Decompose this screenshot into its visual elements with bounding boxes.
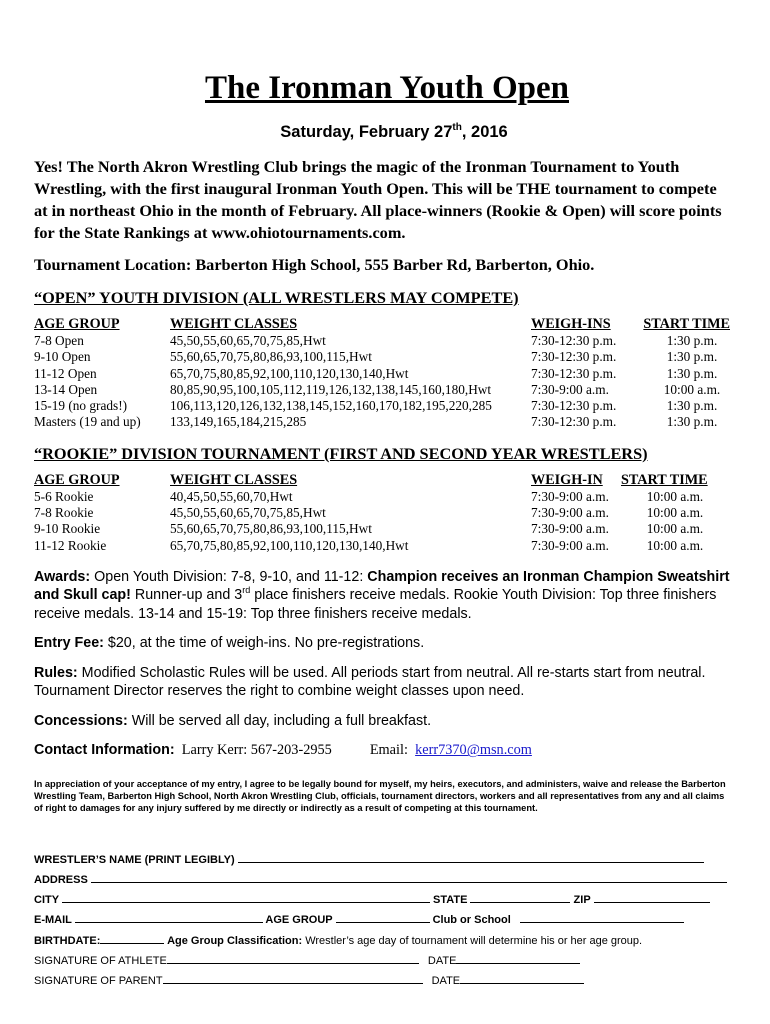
- start-time-cell: 1:30 p.m.: [666, 398, 718, 414]
- age-group-cell: 7-8 Open: [34, 333, 84, 348]
- weigh-in-cell: 7:30-12:30 p.m.: [531, 333, 617, 348]
- weight-classes-cell: 80,85,90,95,100,105,112,119,126,132,138,145,160,180,Hwt: [170, 381, 492, 397]
- contact-email-link[interactable]: kerr7370@msn.com: [415, 742, 532, 759]
- table-row: [34, 505, 717, 521]
- weight-classes-cell: 40,45,50,55,60,70,Hwt: [170, 488, 293, 504]
- awards-label: Awards:: [34, 568, 91, 585]
- age-class-label: Age Group Classification:: [167, 935, 303, 947]
- col-weight-classes: WEIGHT CLASSES: [170, 471, 298, 488]
- birthdate-field[interactable]: [100, 932, 164, 944]
- weight-classes-cell: 106,113,120,126,132,138,145,152,160,170,182,195,220,285: [170, 398, 492, 414]
- start-time-cell: 10:00 a.m.: [646, 521, 704, 537]
- city-label: CITY: [34, 894, 59, 906]
- state-label: STATE: [432, 894, 468, 906]
- table-header-row: [34, 316, 730, 333]
- table-row: [34, 489, 717, 505]
- weigh-in-cell: 7:30-9:00 a.m.: [531, 505, 609, 521]
- open-division-heading: “OPEN” YOUTH DIVISION (ALL WRESTLERS MAY COMPETE): [34, 288, 519, 307]
- parent-date-label: DATE: [431, 975, 461, 987]
- rookie-division-table: [34, 472, 717, 554]
- email-label: E-MAIL: [34, 914, 72, 926]
- weight-classes-cell: 133,149,165,184,215,285: [170, 414, 307, 430]
- age-group-cell: 11-12 Rookie: [34, 537, 107, 553]
- athlete-signature-row: [34, 952, 580, 968]
- contact-name-phone: Larry Kerr: 567-203-2955: [181, 742, 332, 759]
- athlete-date-field[interactable]: [456, 952, 580, 964]
- event-date-ordinal: th: [452, 122, 462, 133]
- weight-classes-cell: 55,60,65,70,75,80,86,93,100,115,Hwt: [170, 521, 372, 537]
- table-row: [34, 538, 717, 554]
- age-group-label: AGE GROUP: [265, 914, 333, 926]
- rules-paragraph: [34, 664, 734, 701]
- table-row: [34, 521, 717, 537]
- zip-label: ZIP: [573, 894, 591, 906]
- parent-signature-label: SIGNATURE OF PARENT: [34, 975, 163, 987]
- table-row: [34, 414, 730, 430]
- table-row: [34, 333, 730, 349]
- athlete-signature-field[interactable]: [167, 952, 419, 964]
- page-title: The Ironman Youth Open: [204, 70, 569, 106]
- athlete-signature-label: SIGNATURE OF ATHLETE: [34, 955, 167, 967]
- col-start-time: START TIME: [621, 471, 708, 488]
- col-weigh-ins: WEIGH-INS: [531, 316, 611, 332]
- col-weight-classes: WEIGHT CLASSES: [170, 316, 298, 332]
- rules-label: Rules:: [34, 664, 78, 681]
- email-field[interactable]: [75, 911, 263, 923]
- start-time-cell: 10:00 a.m.: [663, 381, 721, 397]
- event-date-year: , 2016: [461, 123, 508, 141]
- state-field[interactable]: [470, 891, 570, 903]
- contact-email-label: Email:: [369, 742, 408, 759]
- awards-text-1: Open Youth Division: 7-8, 9-10, and 11-12:: [90, 568, 368, 585]
- age-group-cell: Masters (19 and up): [34, 414, 141, 430]
- wrestler-name-row: [34, 851, 704, 867]
- weigh-in-cell: 7:30-12:30 p.m.: [531, 398, 617, 414]
- address-row: [34, 871, 727, 887]
- age-group-cell: 9-10 Rookie: [34, 521, 101, 537]
- col-age-group: AGE GROUP: [34, 471, 120, 488]
- entry-fee-paragraph: [34, 634, 734, 653]
- age-group-field[interactable]: [336, 911, 430, 923]
- start-time-cell: 1:30 p.m.: [666, 333, 718, 348]
- col-weigh-in: WEIGH-IN: [531, 471, 603, 488]
- awards-champion-prize: Champion receives an Ironman Champion Sweatshirt and Skull cap!: [34, 568, 730, 604]
- weight-classes-cell: 55,60,65,70,75,80,86,93,100,115,Hwt: [170, 349, 372, 365]
- liability-waiver: In appreciation of your acceptance of my entry, I agree to be legally bound for myself, my heirs, executors, and administers, waive and release the Barberton Wrestling Team, Barberton High School, North Akron Wrestling Club, officials, tournament directors, workers and all representatives from any and all claims of right to damages for any injury suffered by me directly or indirectly as a result of competing at this tournament.: [34, 778, 726, 814]
- event-date: [34, 122, 734, 142]
- concessions-paragraph: [34, 712, 734, 731]
- weigh-in-cell: 7:30-9:00 a.m.: [531, 488, 609, 504]
- birthdate-label: BIRTHDATE:: [34, 935, 101, 947]
- weigh-in-cell: 7:30-9:00 a.m.: [531, 521, 609, 537]
- table-header-row: [34, 472, 717, 489]
- start-time-cell: 10:00 a.m.: [646, 537, 704, 553]
- contact-paragraph: [34, 741, 734, 760]
- age-group-cell: 15-19 (no grads!): [34, 398, 128, 414]
- weigh-in-cell: 7:30-9:00 a.m.: [531, 537, 609, 553]
- wrestler-name-field[interactable]: [238, 851, 704, 863]
- birthdate-row: [34, 932, 642, 948]
- weight-classes-cell: 45,50,55,60,65,70,75,85,Hwt: [170, 505, 326, 521]
- age-group-cell: 11-12 Open: [34, 365, 97, 381]
- zip-field[interactable]: [594, 891, 710, 903]
- start-time-cell: 1:30 p.m.: [666, 414, 718, 430]
- weigh-in-cell: 7:30-12:30 p.m.: [531, 349, 617, 365]
- rookie-division-heading: “ROOKIE” DIVISION TOURNAMENT (FIRST AND SECOND YEAR WRESTLERS): [34, 443, 648, 463]
- start-time-cell: 10:00 a.m.: [646, 488, 704, 504]
- table-row: [34, 382, 730, 398]
- awards-text-2: Runner-up and 3: [130, 587, 243, 604]
- event-date-main: Saturday, February 27: [280, 123, 453, 141]
- entry-fee-text: $20, at the time of weigh-ins. No pre-registrations.: [103, 635, 425, 652]
- weight-classes-cell: 45,50,55,60,65,70,75,85,Hwt: [170, 333, 326, 348]
- email-age-club-row: [34, 911, 684, 927]
- club-field[interactable]: [520, 911, 684, 923]
- address-field[interactable]: [91, 871, 727, 883]
- col-age-group: AGE GROUP: [34, 316, 120, 332]
- start-time-cell: 1:30 p.m.: [666, 365, 718, 381]
- age-group-cell: 13-14 Open: [34, 381, 98, 397]
- age-group-cell: 5-6 Rookie: [34, 488, 94, 504]
- age-group-cell: 9-10 Open: [34, 349, 91, 365]
- city-field[interactable]: [62, 891, 430, 903]
- age-class-text: Wrestler’s age day of tournament will determine his or her age group.: [302, 935, 643, 947]
- intro-paragraph: Yes! The North Akron Wrestling Club brings the magic of the Ironman Tournament to Youth Wrestling, with the first inaugural Ironman Youth Open. This will be THE tournament to compete at in northeast Ohio in the month of February. All place-winners (Rookie & Open) will score points for the State Rankings at www.ohiotournaments.com.: [34, 157, 722, 242]
- start-time-cell: 10:00 a.m.: [646, 505, 704, 521]
- address-label: ADDRESS: [34, 874, 88, 886]
- weight-classes-cell: 65,70,75,80,85,92,100,110,120,130,140,Hwt: [170, 537, 409, 553]
- rules-text: Modified Scholastic Rules will be used. All periods start from neutral. All re-starts start from neutral. Tournament Director reserves the right to combine weight classes upon need.: [34, 664, 706, 700]
- awards-paragraph: [34, 568, 734, 624]
- awards-text-3: place finishers receive medals. Rookie Youth Division: Top three finishers receive medals. 13-14 and 15-19: Top three finishers receive medals.: [34, 587, 717, 622]
- parent-signature-field[interactable]: [163, 972, 423, 984]
- table-row: [34, 398, 730, 414]
- start-time-cell: 1:30 p.m.: [666, 349, 718, 365]
- col-start-time: START TIME: [643, 316, 730, 332]
- table-row: [34, 349, 730, 365]
- concessions-label: Concessions:: [34, 712, 128, 729]
- weigh-in-cell: 7:30-9:00 a.m.: [531, 381, 609, 397]
- club-label: Club or School: [432, 914, 511, 926]
- parent-signature-row: [34, 972, 584, 988]
- athlete-date-label: DATE: [427, 955, 457, 967]
- open-division-table: [34, 316, 730, 431]
- weight-classes-cell: 65,70,75,80,85,92,100,110,120,130,140,Hwt: [170, 365, 409, 381]
- table-row: [34, 366, 730, 382]
- wrestler-name-label: WRESTLER’S NAME (PRINT LEGIBLY): [34, 854, 235, 866]
- entry-fee-label: Entry Fee:: [34, 635, 104, 652]
- awards-ordinal: rd: [242, 585, 251, 596]
- weigh-in-cell: 7:30-12:30 p.m.: [531, 365, 617, 381]
- city-state-zip-row: [34, 891, 710, 907]
- parent-date-field[interactable]: [460, 972, 584, 984]
- tournament-location: Tournament Location: Barberton High School, 555 Barber Rd, Barberton, Ohio.: [34, 255, 595, 274]
- concessions-text: Will be served all day, including a full breakfast.: [127, 712, 432, 729]
- age-group-cell: 7-8 Rookie: [34, 505, 94, 521]
- weigh-in-cell: 7:30-12:30 p.m.: [531, 414, 617, 430]
- contact-label: Contact Information:: [34, 742, 175, 759]
